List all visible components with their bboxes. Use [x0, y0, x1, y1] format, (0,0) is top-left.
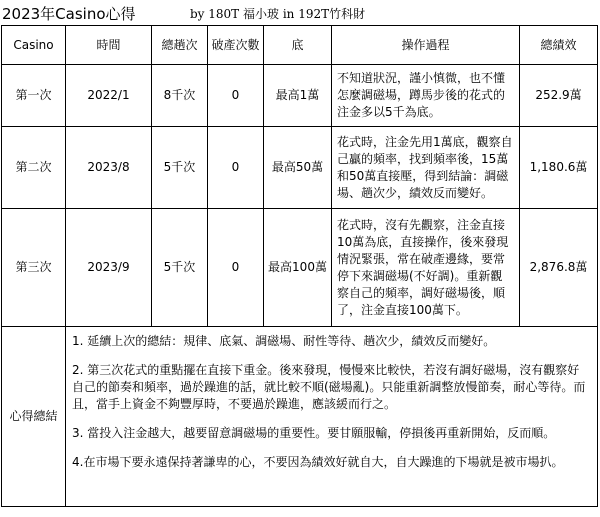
- header-row: [2, 26, 598, 65]
- author-byline: by 180T 福小玻 in 192T竹科財: [190, 7, 366, 21]
- cell-performance: 1,180.6萬: [520, 127, 598, 209]
- cell-time: 2023/8: [66, 127, 152, 209]
- col-header-bankruptcies: 破產次數: [208, 26, 264, 65]
- cell-bankruptcies: 0: [208, 127, 264, 209]
- table-row: [2, 209, 598, 327]
- col-header-performance: 總績效: [520, 26, 598, 65]
- col-header-process: 操作過程: [332, 26, 520, 65]
- cell-base: 最高50萬: [264, 127, 332, 209]
- casino-log-table: [1, 25, 598, 507]
- summary-item: 2. 第三次花式的重點擺在直接下重金。後來發現，慢慢來比較快，若沒有調好磁場，沒有觀察好自己的節奏和頻率，過於躁進的話，就比較不順(磁場亂)。只能重新調整放慢節奏，耐心等待。而且，當手上資金不夠豐厚時，不要過於躁進，應該緩而行之。: [72, 363, 586, 411]
- cell-process: 不知道狀況，謹小慎微，也不懂怎麼調磁場，蹲馬步後的花式的注金多以5千為底。: [332, 65, 520, 127]
- col-header-base: 底: [264, 26, 332, 65]
- cell-performance: 252.9萬: [520, 65, 598, 127]
- cell-bankruptcies: 0: [208, 65, 264, 127]
- cell-time: 2022/1: [66, 65, 152, 127]
- summary-item: 4.在市場下要永遠保持著謙卑的心，不要因為績效好就自大，自大躁進的下場就是被市場扒。: [72, 455, 564, 469]
- col-header-trips: 總趟次: [152, 26, 208, 65]
- table-row: [2, 127, 598, 209]
- cell-process: 花式時，沒有先觀察，注金直接10萬為底，直接操作，後來發現情況緊張，常在破產邊緣，要常停下來調磁場(不好調)。重新觀察自己的頻率，調好磁場後，順了，注金直接100萬下。: [332, 209, 520, 327]
- cell-casino: 第三次: [2, 209, 66, 327]
- cell-casino: 第一次: [2, 65, 66, 127]
- cell-time: 2023/9: [66, 209, 152, 327]
- cell-trips: 8千次: [152, 65, 208, 127]
- summary-item: 1. 延續上次的總結：規律、底氣、調磁場、耐性等待、趟次少，績效反而變好。: [72, 334, 496, 348]
- cell-casino: 第二次: [2, 127, 66, 209]
- summary-label: 心得總結: [2, 327, 66, 507]
- cell-trips: 5千次: [152, 127, 208, 209]
- cell-trips: 5千次: [152, 209, 208, 327]
- cell-bankruptcies: 0: [208, 209, 264, 327]
- summary-row: [2, 327, 598, 507]
- title-bar: [0, 0, 600, 24]
- table-row: [2, 65, 598, 127]
- summary-content: [66, 327, 598, 507]
- cell-base: 最高100萬: [264, 209, 332, 327]
- cell-performance: 2,876.8萬: [520, 209, 598, 327]
- col-header-time: 時間: [66, 26, 152, 65]
- cell-base: 最高1萬: [264, 65, 332, 127]
- page-title: 2023年Casino心得: [2, 5, 136, 23]
- summary-item: 3. 當投入注金越大，越要留意調磁場的重要性。要甘願服輸，停損後再重新開始，反而順。: [72, 426, 556, 440]
- cell-process: 花式時，注金先用1萬底，觀察自己贏的頻率，找到頻率後，15萬和50萬直接壓，得到結論：調磁場、趟次少，績效反而變好。: [332, 127, 520, 209]
- col-header-casino: Casino: [2, 26, 66, 65]
